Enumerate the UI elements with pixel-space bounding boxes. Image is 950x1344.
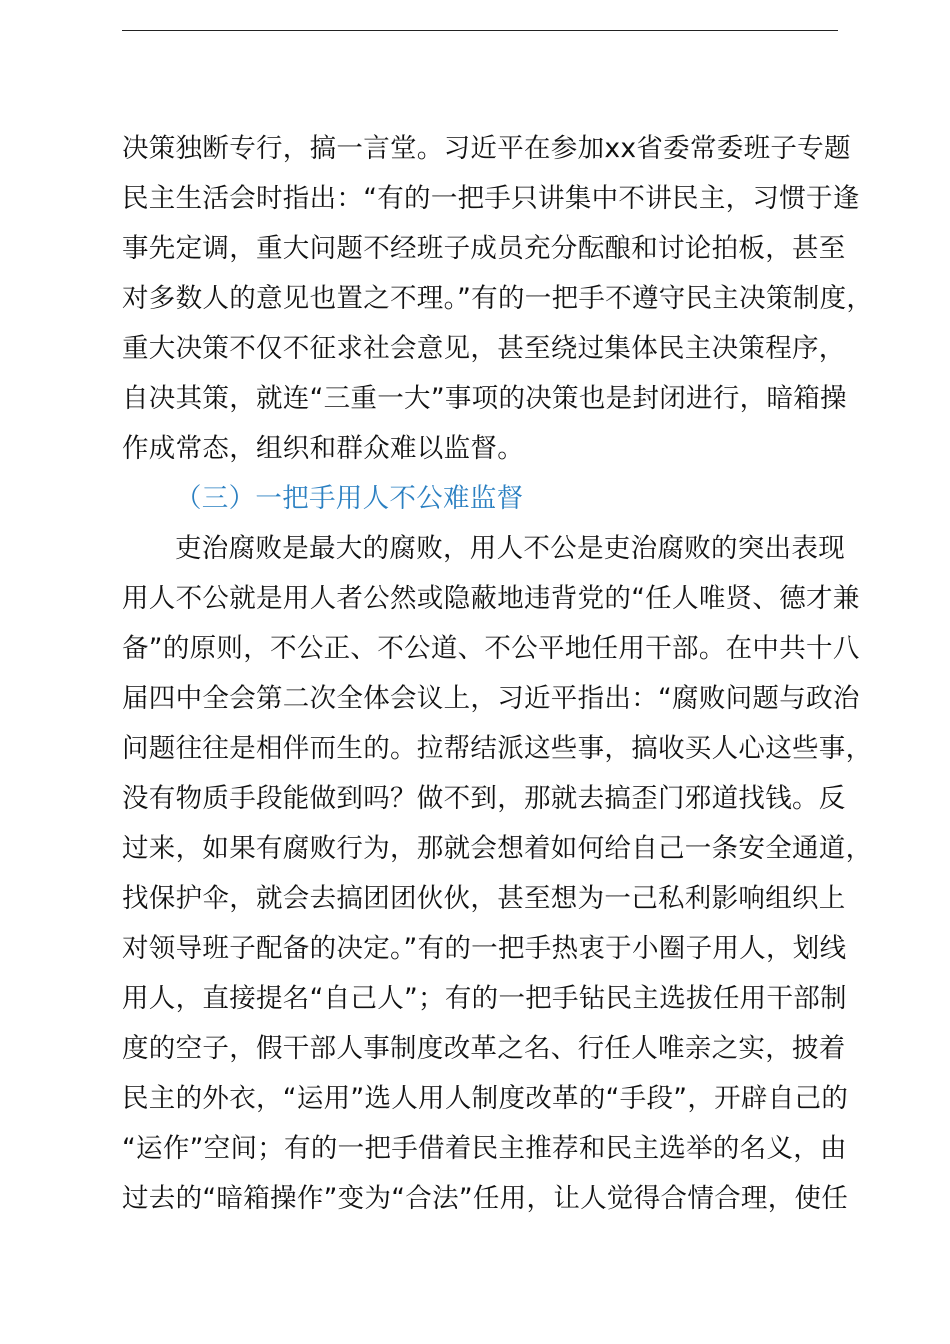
text-line: 重大决策不仅不征求社会意见，甚至绕过集体民主决策程序， — [122, 333, 846, 364]
text-line: 届四中全会第二次全体会议上，习近平指出：“腐败问题与政治 — [122, 683, 860, 714]
text-line: 对多数人的意见也置之不理。”有的一把手不遵守民主决策制度， — [122, 283, 874, 314]
text-line: 自决其策，就连“三重一大”事项的决策也是封闭进行，暗箱操 — [122, 383, 847, 414]
text-line: 用人，直接提名“自己人”；有的一把手钻民主选拔任用干部制 — [122, 983, 847, 1014]
text-line: 备”的原则，不公正、不公道、不公平地任用干部。在中共十八 — [122, 633, 860, 664]
text-line: 作成常态，组织和群众难以监督。 — [122, 433, 524, 464]
text-line: 民主生活会时指出：“有的一把手只讲集中不讲民主，习惯于逢 — [122, 183, 860, 214]
text-line: 没有物质手段能做到吗？做不到，那就去搞歪门邪道找钱。反 — [122, 783, 846, 814]
text-line: 事先定调，重大问题不经班子成员充分酝酿和讨论拍板，甚至 — [122, 233, 846, 264]
text-line: 过去的“暗箱操作”变为“合法”任用，让人觉得合情合理，使任 — [122, 1183, 849, 1214]
text-line: 决策独断专行，搞一言堂。习近平在参加xx省委常委班子专题 — [122, 133, 851, 164]
paragraph-first-line: 吏治腐败是最大的腐败，用人不公是吏治腐败的突出表现 — [175, 533, 845, 564]
text-line: 对领导班子配备的决定。”有的一把手热衷于小圈子用人，划线 — [122, 933, 847, 964]
text-line: 找保护伞，就会去搞团团伙伙，甚至想为一己私利影响组织上 — [122, 883, 846, 914]
text-line: 民主的外衣，“运用”选人用人制度改革的“手段”，开辟自己的 — [122, 1083, 849, 1114]
section-heading: （三）一把手用人不公难监督 — [175, 483, 524, 514]
text-line: “运作”空间；有的一把手借着民主推荐和民主选举的名义，由 — [122, 1133, 847, 1164]
document-body — [122, 124, 874, 1224]
header-rule — [122, 30, 838, 31]
text-line: 度的空子，假干部人事制度改革之名、行任人唯亲之实，披着 — [122, 1033, 846, 1064]
text-line: 问题往往是相伴而生的。拉帮结派这些事，搞收买人心这些事， — [122, 733, 873, 764]
text-line: 用人不公就是用人者公然或隐蔽地违背党的“任人唯贤、德才兼 — [122, 583, 860, 614]
text-line: 过来，如果有腐败行为，那就会想着如何给自己一条安全通道， — [122, 833, 873, 864]
